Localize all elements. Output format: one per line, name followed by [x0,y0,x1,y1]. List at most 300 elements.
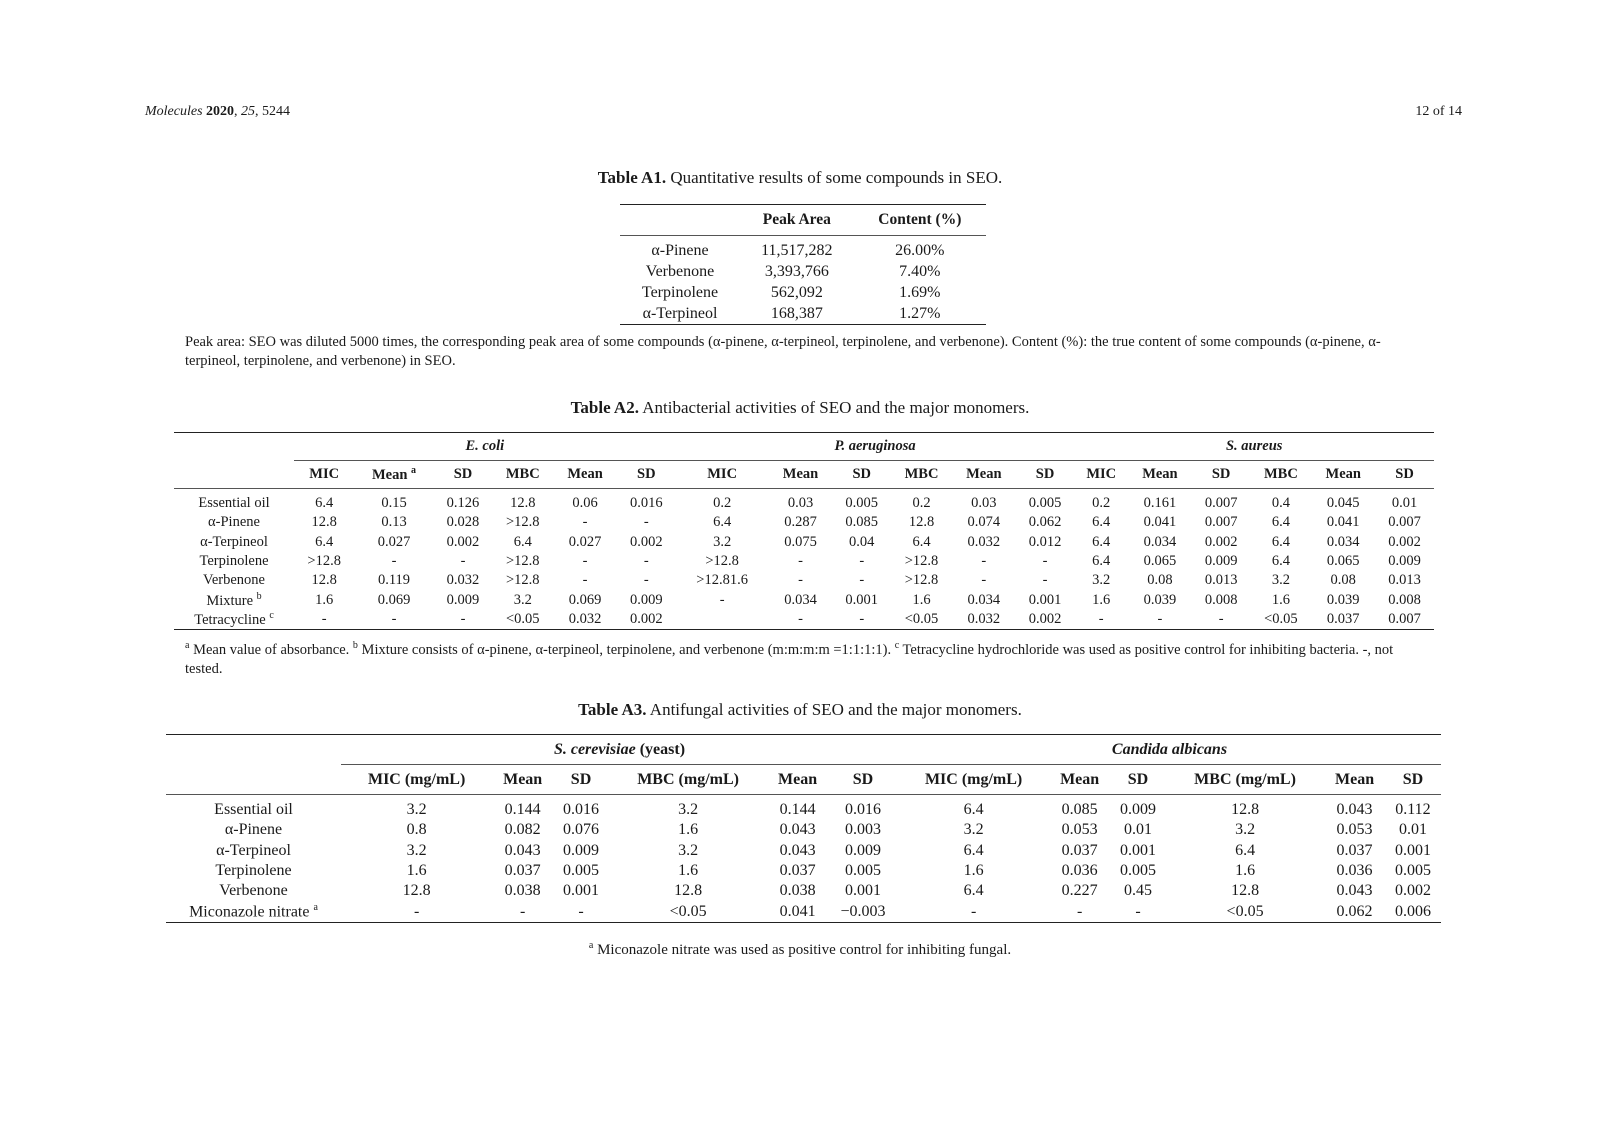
column-header: SD [828,765,898,795]
cell: 0.2 [713,495,732,512]
cell: 0.005 [1028,495,1062,512]
cell: 0.037 [779,862,816,880]
column-header-label: Mean [966,466,1002,482]
cell: 1.6 [678,862,699,880]
cell: 0.045 [1326,495,1360,512]
cell: 562,092 [770,283,823,301]
row-label [166,901,341,922]
cell: - [719,591,725,608]
column-header [1250,461,1311,489]
cell: 3.2 [406,801,427,819]
cell: 0.126 [446,495,480,512]
column-header: MBC (mg/mL) [1166,765,1324,795]
row-label-text: Miconazole nitrate [189,903,310,921]
row-label [166,881,341,901]
table-a2-body [174,489,1434,630]
cell: −0.003 [840,902,886,920]
organism-s-cerevisiae-suffix: (yeast) [635,740,686,758]
cell: 0.036 [1336,862,1373,880]
table-row [174,533,1434,552]
column-header-label: SD [453,466,473,482]
cell: 0.082 [504,821,541,839]
table-row [174,513,1434,532]
cell: 0.005 [844,862,881,880]
cell: 3.2 [713,533,732,550]
cell: 6.4 [1092,553,1111,570]
cell: 0.053 [1061,821,1098,839]
cell: 0.062 [1028,514,1062,531]
cell: 0.227 [1061,882,1098,900]
organism-s-cerevisiae-name: S. cerevisiae [553,740,636,758]
cell: 0.037 [504,862,541,880]
cell: 0.007 [1204,514,1238,531]
table-a2-organism-row [174,433,1434,461]
cell: 0.06 [572,495,598,512]
column-header: MIC (mg/mL) [898,765,1049,795]
cell: 12.8 [402,882,431,900]
cell: 1.6 [315,591,334,608]
column-header-label: Mean [371,466,408,483]
row-label [174,489,294,514]
cell: 0.001 [844,882,881,900]
cell: 0.039 [1143,591,1177,608]
cell: >12.81.6 [696,572,748,589]
cell: >12.8 [904,553,939,570]
cell: 0.043 [779,841,816,859]
cell: <0.05 [1264,610,1298,627]
column-header: SD [1385,765,1441,795]
cell: 0.009 [1388,553,1421,570]
cell: 0.034 [784,591,817,608]
row-label-text: Essential oil [214,801,293,819]
cell: 0.112 [1395,801,1431,819]
row-footnote-marker: a [313,901,318,913]
organism-s-aureus: S. aureus [1074,433,1434,461]
cell: 1.6 [912,591,931,608]
table-a3-corner [166,735,341,765]
cell: - [460,610,466,627]
footnote-c-text: Tetracycline hydrochloride was used as positive control for inhibiting bacteria. -, not tested. [185,641,1394,677]
cell: 0.065 [1143,553,1177,570]
row-label [174,552,294,571]
cell: 0.002 [630,610,663,627]
table-a2-caption [0,398,1600,418]
table-a2-column-header-row [174,461,1434,489]
cell: <0.05 [505,610,540,627]
column-header-label: Mean [567,466,603,482]
cell [676,610,769,630]
column-header [891,461,952,489]
cell: - [582,572,588,589]
cell: 0.037 [1336,841,1373,859]
cell: 0.003 [844,821,881,839]
column-header: MBC (mg/mL) [609,765,767,795]
column-header: Mean [1049,765,1110,795]
column-header-label: Mean [782,466,819,482]
cell: - [582,514,588,531]
cell: 0.043 [779,821,816,839]
footnote-marker-a: a [185,640,190,651]
table-row [174,552,1434,571]
journal-volume: 25 [241,104,256,119]
cell: - [1218,610,1224,627]
cell: 3.2 [1235,821,1256,839]
cell: 12.8 [1231,801,1260,819]
cell: 0.005 [845,495,879,512]
cell: - [578,902,584,920]
cell: 0.002 [446,533,480,550]
footnote-marker-a: a [411,465,417,477]
cell: 0.043 [1336,801,1373,819]
cell: 0.03 [971,495,997,512]
table-a2-label: Table A2. [570,398,639,417]
cell: 0.043 [1336,882,1373,900]
cell: 6.4 [513,533,532,550]
table-row [174,489,1434,514]
column-header [832,461,891,489]
cell: 0.144 [779,801,816,819]
row-label-text: Tetracycline [194,611,266,628]
row-label-text: α-Pinene [224,821,283,839]
cell: 0.007 [1388,514,1421,531]
cell: 0.009 [1119,801,1156,819]
column-header [1128,461,1192,489]
row-label-text: Verbenone [219,882,288,900]
cell: - [981,553,987,570]
footnote-marker-b: b [352,640,358,651]
cell: <0.05 [669,902,707,920]
column-header [1192,461,1251,489]
table-a3-corner-2 [166,765,341,795]
table-a3-column-header-row [166,765,1441,795]
cell: 0.001 [1119,841,1156,859]
table-a1-col-compound [620,205,740,236]
table-a2-corner [174,433,294,461]
table-a2-footnote [185,636,1430,679]
cell: - [1157,610,1163,627]
cell: 0.001 [1028,591,1062,608]
column-header [952,461,1016,489]
cell: >12.8 [904,572,939,589]
table-row [620,282,986,303]
cell: 0.45 [1123,882,1152,900]
cell: 1.6 [1235,862,1256,880]
footnote-text: Miconazole nitrate was used as positive control for inhibiting fungal. [597,942,1012,958]
column-header: SD [553,765,609,795]
cell: - [391,553,397,570]
column-header: Mean [767,765,828,795]
cell: 1.27% [899,304,941,322]
table-a2-title: Antibacterial activities of SEO and the major monomers. [642,398,1030,417]
table-a1-col-content: Content (%) [854,205,986,236]
cell: 6.4 [1271,514,1290,531]
organism-candida-albicans [898,735,1441,765]
cell: 0.069 [568,591,602,608]
column-header-label: SD [852,466,871,482]
row-label-text: Terpinolene [199,553,269,570]
table-a3-body [166,795,1441,923]
cell: 3.2 [1092,572,1111,589]
footnote-a-text: Mean value of absorbance. [193,641,353,658]
cell: 0.075 [784,533,817,550]
column-header [492,461,553,489]
cell: 0.005 [563,862,600,880]
cell: 0.027 [568,533,602,550]
table-a2 [174,432,1434,630]
cell: <0.05 [1226,902,1264,920]
table-a1-label: Table A1. [597,168,667,187]
cell: 0.002 [630,533,663,550]
cell: 12.8 [311,514,337,531]
cell: - [859,610,865,627]
column-header-label: MBC [904,466,939,482]
cell: 6.4 [963,801,984,819]
cell: - [798,610,803,627]
table-a1-caption [0,168,1600,188]
cell: 0.016 [844,801,881,819]
cell: 0.016 [563,801,600,819]
cell: 0.074 [967,514,1001,531]
table-a3-title: Antifungal activities of SEO and the major monomers. [649,700,1022,719]
cell: 0.032 [568,610,602,627]
cell: 0.03 [787,495,814,512]
cell: 0.001 [845,591,879,608]
table-a3 [166,734,1441,923]
cell: 0.034 [1326,533,1360,550]
cell: 0.009 [844,841,881,859]
cell: 11,517,282 [761,241,833,259]
cell: - [970,902,977,920]
cell: 1.6 [678,821,699,839]
cell: - [859,572,865,589]
running-header-citation: Molecules 2020, 25, 5244 [145,104,291,119]
cell: 0.041 [1143,514,1177,531]
cell: 6.4 [315,495,334,512]
table-row [620,261,986,282]
cell: 12.8 [510,495,536,512]
cell: - [1076,902,1083,920]
column-header [769,461,833,489]
cell: - [391,610,397,627]
cell: 6.4 [963,841,984,859]
cell: - [1042,553,1048,570]
cell: 0.13 [381,514,407,531]
cell: - [1135,902,1141,920]
table-a1-header-row [620,205,986,236]
table-row [166,861,1441,881]
cell: 12.8 [311,572,337,589]
cell: 0.01 [1391,495,1418,512]
cell: 6.4 [1271,553,1290,570]
row-label-text: Terpinolene [215,862,292,880]
article-number: 5244 [262,104,291,119]
cell: 0.119 [377,572,411,589]
column-header-label: SD [637,466,656,482]
column-header [1311,461,1375,489]
row-label-text: α-Terpineol [216,841,291,859]
column-header [1375,461,1434,489]
table-row [174,571,1434,590]
column-header: Mean [1324,765,1385,795]
cell: 0.076 [563,821,600,839]
cell: 1.6 [1271,591,1290,608]
cell: - [981,572,987,589]
cell: 0.032 [967,533,1001,550]
column-header-label: SD [1395,466,1414,482]
cell: 1.69% [899,283,941,301]
cell: - [643,514,649,531]
cell: 6.4 [1271,533,1290,550]
table-a1-col-peak-area: Peak Area [740,205,854,236]
cell: 0.034 [1143,533,1177,550]
cell: 0.002 [1028,610,1062,627]
cell: 0.065 [1326,553,1360,570]
table-row [166,820,1441,840]
column-header [617,461,676,489]
cell: 6.4 [315,533,334,550]
cell: 3.2 [513,591,532,608]
cell: 0.287 [784,514,817,531]
organism-p-aeruginosa: P. aeruginosa [676,433,1075,461]
cell: 0.008 [1388,591,1421,608]
cell: 0.041 [1326,514,1360,531]
cell: 0.036 [1061,862,1098,880]
cell: 0.039 [1326,591,1360,608]
cell: 168,387 [770,304,823,322]
footnote-marker-a: a [588,940,594,951]
cell: 26.00% [895,241,945,259]
row-label: α-Pinene [651,241,709,259]
column-header-label: MIC [309,466,340,482]
cell: 0.001 [1394,841,1431,859]
cell: - [321,610,327,627]
cell: 6.4 [713,514,732,531]
cell: - [859,553,865,570]
cell: >12.8 [705,553,739,570]
column-header-label: SD [1211,466,1231,482]
column-header-label: MIC [1086,466,1117,482]
cell: <0.05 [904,610,939,627]
cell: 0.15 [381,495,407,512]
row-label-text: α-Pinene [208,514,260,531]
cell: 0.08 [1147,572,1173,589]
organism-e-coli: E. coli [294,433,676,461]
cell: 3.2 [963,821,984,839]
row-label [174,571,294,590]
column-header: MIC (mg/mL) [341,765,492,795]
table-a3-caption [0,700,1600,720]
row-label-text: Verbenone [202,572,265,589]
table-row [166,881,1441,901]
row-label-text: Mixture [206,592,254,609]
cell: 0.027 [377,533,411,550]
table-a1-footnote: Peak area: SEO was diluted 5000 times, the corresponding peak area of some compounds (α-pinene, α-terpineol, terpinolene, and verbenone). Content (%): the true content of some compounds (α-pinene, α-terpineol, terpinolene, and verbenone) in SEO. [185,334,1381,369]
cell: 0.013 [1388,572,1421,589]
column-header [434,461,493,489]
cell: 6.4 [963,882,984,900]
cell: 0.144 [504,801,541,819]
cell: - [643,572,649,589]
cell: 0.038 [779,882,816,900]
cell: 7.40% [899,262,941,280]
cell: 0.037 [1061,841,1098,859]
cell: 12.8 [674,882,703,900]
cell: 0.009 [1204,553,1238,570]
cell: 6.4 [1092,514,1111,531]
cell: 0.01 [1123,821,1152,839]
cell: 0.161 [1143,495,1177,512]
row-label: Verbenone [645,262,715,280]
cell: 1.6 [963,862,984,880]
table-a1 [620,204,986,325]
table-a3-footnote [0,936,1600,960]
column-header [1016,461,1075,489]
cell: - [413,902,420,920]
cell: 0.009 [630,591,663,608]
cell: 6.4 [1092,533,1111,550]
cell: 0.037 [1326,610,1360,627]
row-label [174,533,294,552]
cell: 3,393,766 [764,262,829,280]
cell: - [519,902,526,920]
table-row [174,610,1434,630]
cell: - [643,553,649,570]
cell: 12.8 [908,514,935,531]
cell: 0.028 [446,514,480,531]
cell: 0.085 [845,514,879,531]
cell: 3.2 [678,801,699,819]
cell: 0.01 [1398,821,1427,839]
cell: 0.08 [1330,572,1356,589]
footnote-b-text: Mixture consists of α-pinene, α-terpineol, terpinolene, and verbenone (m:m:m:m =1:1:1:1). [361,641,895,658]
cell: - [1042,572,1048,589]
cell: >12.8 [505,514,540,531]
column-header [553,461,617,489]
cell: 0.007 [1388,610,1421,627]
column-header [676,461,769,489]
organism-candida-albicans-name: Candida albicans [1111,740,1228,758]
column-header-label: Mean [1142,466,1178,482]
cell: 6.4 [1235,841,1256,859]
row-label [174,610,294,630]
table-a3-organism-row [166,735,1441,765]
journal-name: Molecules [145,104,203,119]
cell: 0.002 [1394,882,1431,900]
row-label [166,861,341,881]
row-footnote-marker: c [269,610,274,622]
row-label-text: α-Terpineol [200,533,268,550]
column-header: Mean [492,765,553,795]
table-a2-corner-2 [174,461,294,489]
column-header [1074,461,1128,489]
cell: 1.6 [406,862,427,880]
cell: 0.04 [849,533,875,550]
cell: 0.041 [779,902,816,920]
row-label [166,820,341,840]
cell: >12.8 [307,553,341,570]
cell: 12.8 [1231,882,1260,900]
table-row [166,795,1441,821]
cell: 0.2 [912,495,931,512]
footnote-marker-c: c [894,640,900,651]
column-header: SD [1110,765,1166,795]
cell: 0.4 [1271,495,1290,512]
cell: 0.016 [630,495,663,512]
cell: - [798,572,803,589]
table-row [174,590,1434,609]
cell: 0.085 [1061,801,1098,819]
row-label [166,795,341,821]
